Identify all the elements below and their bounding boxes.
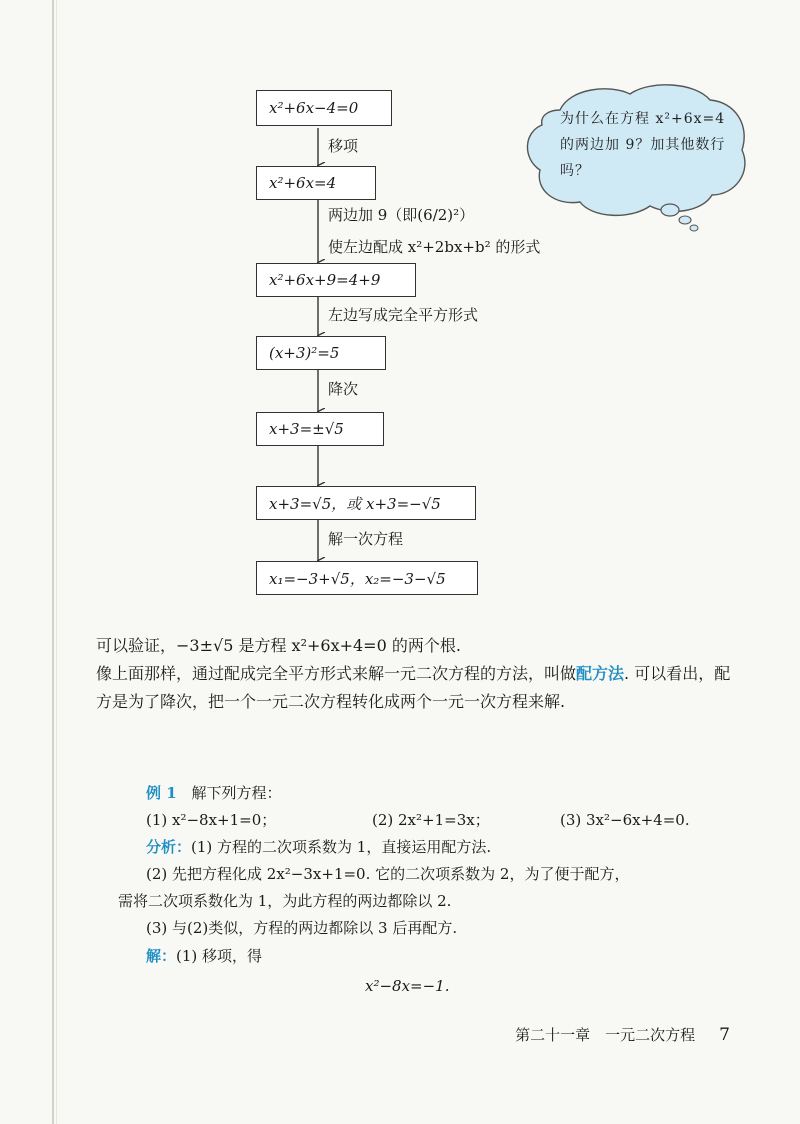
method-paragraph-suffix: . 可以看出，配方是为了降次，把一个一元二次方程转化成两个一元一次方程来解.	[96, 664, 731, 711]
flow-label-4: 左边写成完全平方形式	[328, 306, 479, 324]
example-task: 解下列方程：	[191, 784, 282, 802]
flow-label-6: 解一次方程	[328, 530, 404, 548]
thought-bubble-text: 为什么在方程 x²+6x=4 的两边加 9？加其他数行吗？	[560, 111, 726, 179]
analysis-line-3: 需将二次项系数化为 1，为此方程的两边都除以 2.	[118, 892, 452, 910]
page-footer	[515, 1024, 730, 1045]
solution-equation: x²−8x=−1.	[365, 977, 450, 995]
analysis-line-4: (3) 与(2)类似，方程的两边都除以 3 后再配方.	[146, 919, 458, 937]
chapter-title: 第二十一章 一元二次方程	[515, 1026, 696, 1044]
analysis-label: 分析：	[146, 838, 192, 856]
problem-1: (1) x²−8x+1=0；	[146, 811, 277, 829]
flow-label-2: 两边加 9（即(6/2)²）	[328, 206, 475, 224]
analysis-text-1: (1) 方程的二次项系数为 1，直接运用配方法.	[191, 838, 492, 856]
term-peifangfa: 配方法	[576, 664, 625, 683]
flow-box-6: x+3=√5，或 x+3=−√5	[256, 486, 476, 520]
flow-box-7: x₁=−3+√5，x₂=−3−√5	[256, 561, 478, 595]
problem-2: (2) 2x²+1=3x；	[372, 811, 490, 829]
solution-label: 解：	[146, 947, 177, 965]
solution-line	[146, 943, 262, 970]
problem-3: (3) 3x²−6x+4=0.	[560, 811, 690, 829]
analysis-line-1	[146, 834, 491, 861]
flow-box-5: x+3=±√5	[256, 412, 384, 446]
method-paragraph	[96, 660, 738, 716]
page-number: 7	[719, 1025, 730, 1045]
method-paragraph-prefix: 像上面那样，通过配成完全平方形式来解一元二次方程的方法，叫做	[96, 664, 577, 683]
flow-box-1: x²+6x−4=0	[256, 90, 392, 126]
flow-box-4: (x+3)²=5	[256, 336, 386, 370]
analysis-line-2: (2) 先把方程化成 2x²−3x+1=0. 它的二次项系数为 2，为了便于配方，	[146, 865, 630, 883]
flow-label-1: 移项	[328, 137, 359, 155]
flow-box-3: x²+6x+9=4+9	[256, 263, 416, 297]
flow-label-3: 使左边配成 x²+2bx+b² 的形式	[328, 238, 541, 256]
solution-text: (1) 移项，得	[176, 947, 263, 965]
flow-label-5: 降次	[328, 380, 359, 398]
example-label: 例 1	[146, 784, 177, 802]
flow-box-2: x²+6x=4	[256, 166, 376, 200]
example-heading	[146, 780, 281, 807]
verify-sentence: 可以验证，−3±√5 是方程 x²+6x+4=0 的两个根.	[96, 636, 461, 655]
